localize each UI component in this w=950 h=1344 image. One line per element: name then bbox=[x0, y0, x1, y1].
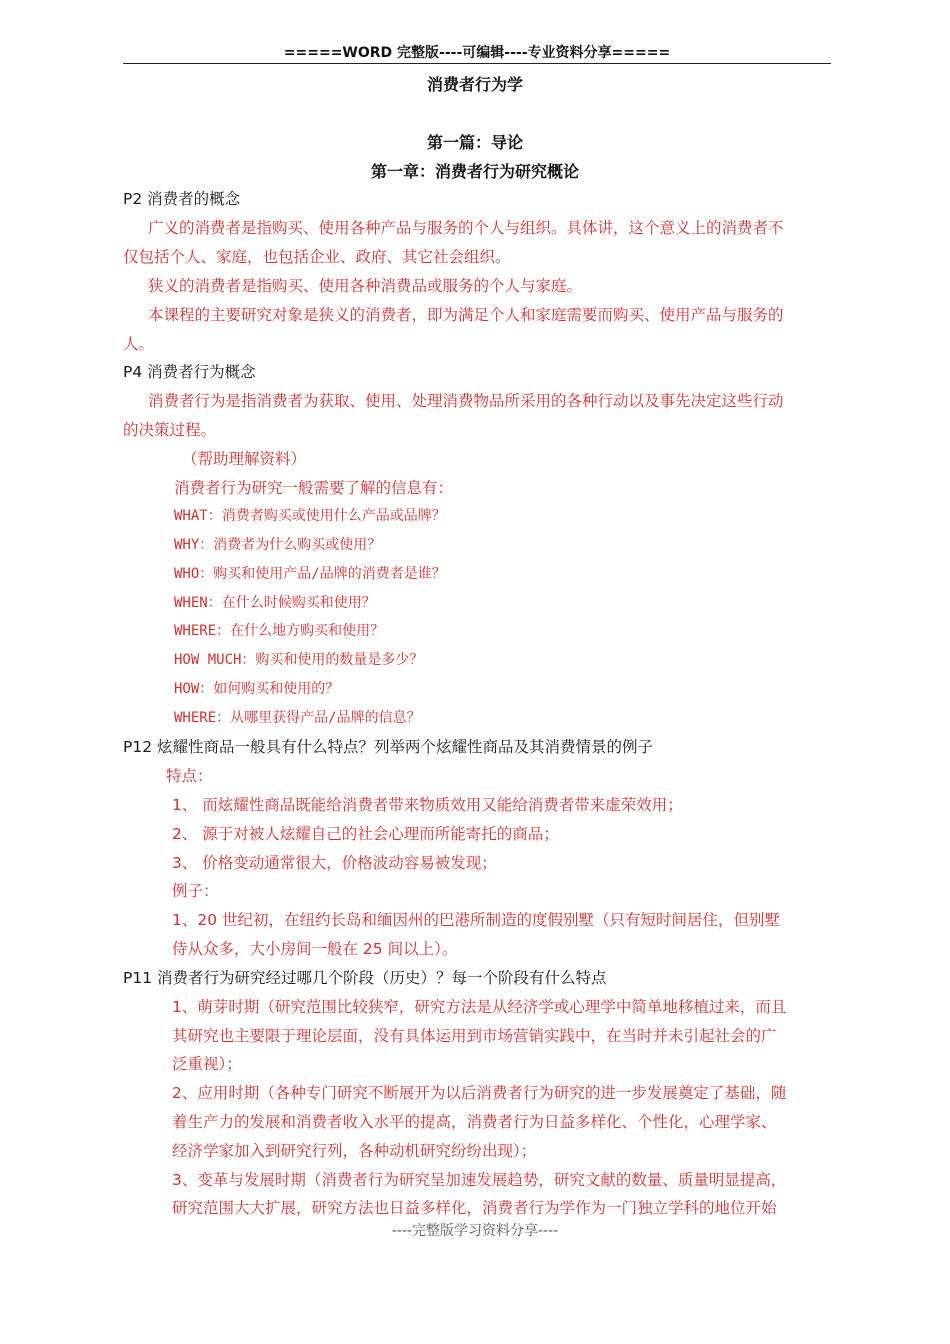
list-item: WHO：购买和使用产品/品牌的消费者是谁？ bbox=[174, 566, 446, 582]
chapter-title: 第一章：消费者行为研究概论 bbox=[370, 162, 579, 181]
doc-title: 消费者行为学 bbox=[426, 75, 523, 94]
header-divider bbox=[123, 63, 831, 64]
stage-line: 1、萌芽时期（研究范围比较狭窄，研究方法是从经济学或心理学中简单地移植过来，而且 bbox=[172, 998, 787, 1016]
paragraph-line: 人。 bbox=[123, 335, 155, 353]
example-label: 例子： bbox=[172, 882, 219, 900]
feature-item: 2、 源于对被人炫耀自己的社会心理而所能寄托的商品； bbox=[172, 825, 559, 843]
stage-line: 3、变革与发展时期（消费者行为研究呈加速发展趋势，研究文献的数量、质量明显提高， bbox=[172, 1171, 787, 1189]
part-title: 第一篇：导论 bbox=[426, 133, 523, 152]
list-item: WHY：消费者为什么购买或使用？ bbox=[174, 537, 382, 553]
list-item: HOW：如何购买和使用的？ bbox=[174, 681, 340, 697]
feature-item: 3、 价格变动通常很大，价格波动容易被发现； bbox=[172, 854, 497, 872]
list-item: WHAT：消费者购买或使用什么产品或品牌？ bbox=[174, 508, 446, 524]
list-item: WHEN：在什么时候购买和使用？ bbox=[174, 595, 376, 611]
section-heading: P4 消费者行为概念 bbox=[123, 363, 256, 381]
list-intro: 消费者行为研究一般需要了解的信息有： bbox=[174, 479, 454, 497]
feature-item: 1、 而炫耀性商品既能给消费者带来物质效用又能给消费者带来虚荣效用； bbox=[172, 796, 683, 814]
example-line: 1、20 世纪初，在纽约长岛和缅因州的巴港所制造的度假别墅（只有短时间居住，但别墅 bbox=[172, 911, 781, 929]
paragraph-line: 仅包括个人、家庭，也包括企业、政府、其它社会组织。 bbox=[123, 248, 511, 266]
page-footer: ----完整版学习资料分享---- bbox=[391, 1223, 559, 1239]
stage-line: 研究范围大大扩展，研究方法也日益多样化，消费者行为学作为一门独立学科的地位开始 bbox=[172, 1199, 777, 1217]
section-heading: P11 消费者行为研究经过哪几个阶段（历史）？每一个阶段有什么特点 bbox=[123, 969, 607, 987]
stage-line: 其研究也主要限于理论层面，没有具体运用到市场营销实践中，在当时并未引起社会的广 bbox=[172, 1027, 777, 1045]
example-line: 侍从众多，大小房间一般在 25 间以上）。 bbox=[172, 940, 458, 958]
list-item: HOW MUCH：购买和使用的数量是多少？ bbox=[174, 652, 424, 668]
stage-line: 泛重视）； bbox=[172, 1055, 242, 1073]
page-header: =====WORD 完整版----可编辑----专业资料分享===== bbox=[283, 45, 671, 61]
stage-line: 2、应用时期（各种专门研究不断展开为以后消费者行为研究的进一步发展奠定了基础，随 bbox=[172, 1084, 787, 1102]
paragraph-line: 本课程的主要研究对象是狭义的消费者，即为满足个人和家庭需要而购买、使用产品与服务的 bbox=[148, 306, 784, 324]
list-item: WHERE：在什么地方购买和使用？ bbox=[174, 623, 385, 639]
paragraph-line: 狭义的消费者是指购买、使用各种消费品或服务的个人与家庭。 bbox=[148, 277, 583, 295]
list-item: WHERE：从哪里获得产品/品牌的信息？ bbox=[174, 710, 421, 726]
section-heading: P2 消费者的概念 bbox=[123, 190, 241, 208]
paragraph-line: 广义的消费者是指购买、使用各种产品与服务的个人与组织。具体讲，这个意义上的消费者不 bbox=[148, 219, 784, 237]
paragraph-line: 消费者行为是指消费者为获取、使用、处理消费物品所采用的各种行动以及事先决定这些行动 bbox=[148, 392, 784, 410]
paragraph-line: 的决策过程。 bbox=[123, 421, 217, 439]
features-label: 特点： bbox=[166, 767, 213, 785]
stage-line: 经济学家加入到研究行列，各种动机研究纷纷出现）； bbox=[172, 1142, 537, 1160]
aid-label: （帮助理解资料） bbox=[182, 450, 307, 468]
section-heading: P12 炫耀性商品一般具有什么特点？列举两个炫耀性商品及其消费情景的例子 bbox=[123, 738, 653, 756]
stage-line: 着生产力的发展和消费者收入水平的提高，消费者行为日益多样化、个性化，心理学家、 bbox=[172, 1113, 777, 1131]
